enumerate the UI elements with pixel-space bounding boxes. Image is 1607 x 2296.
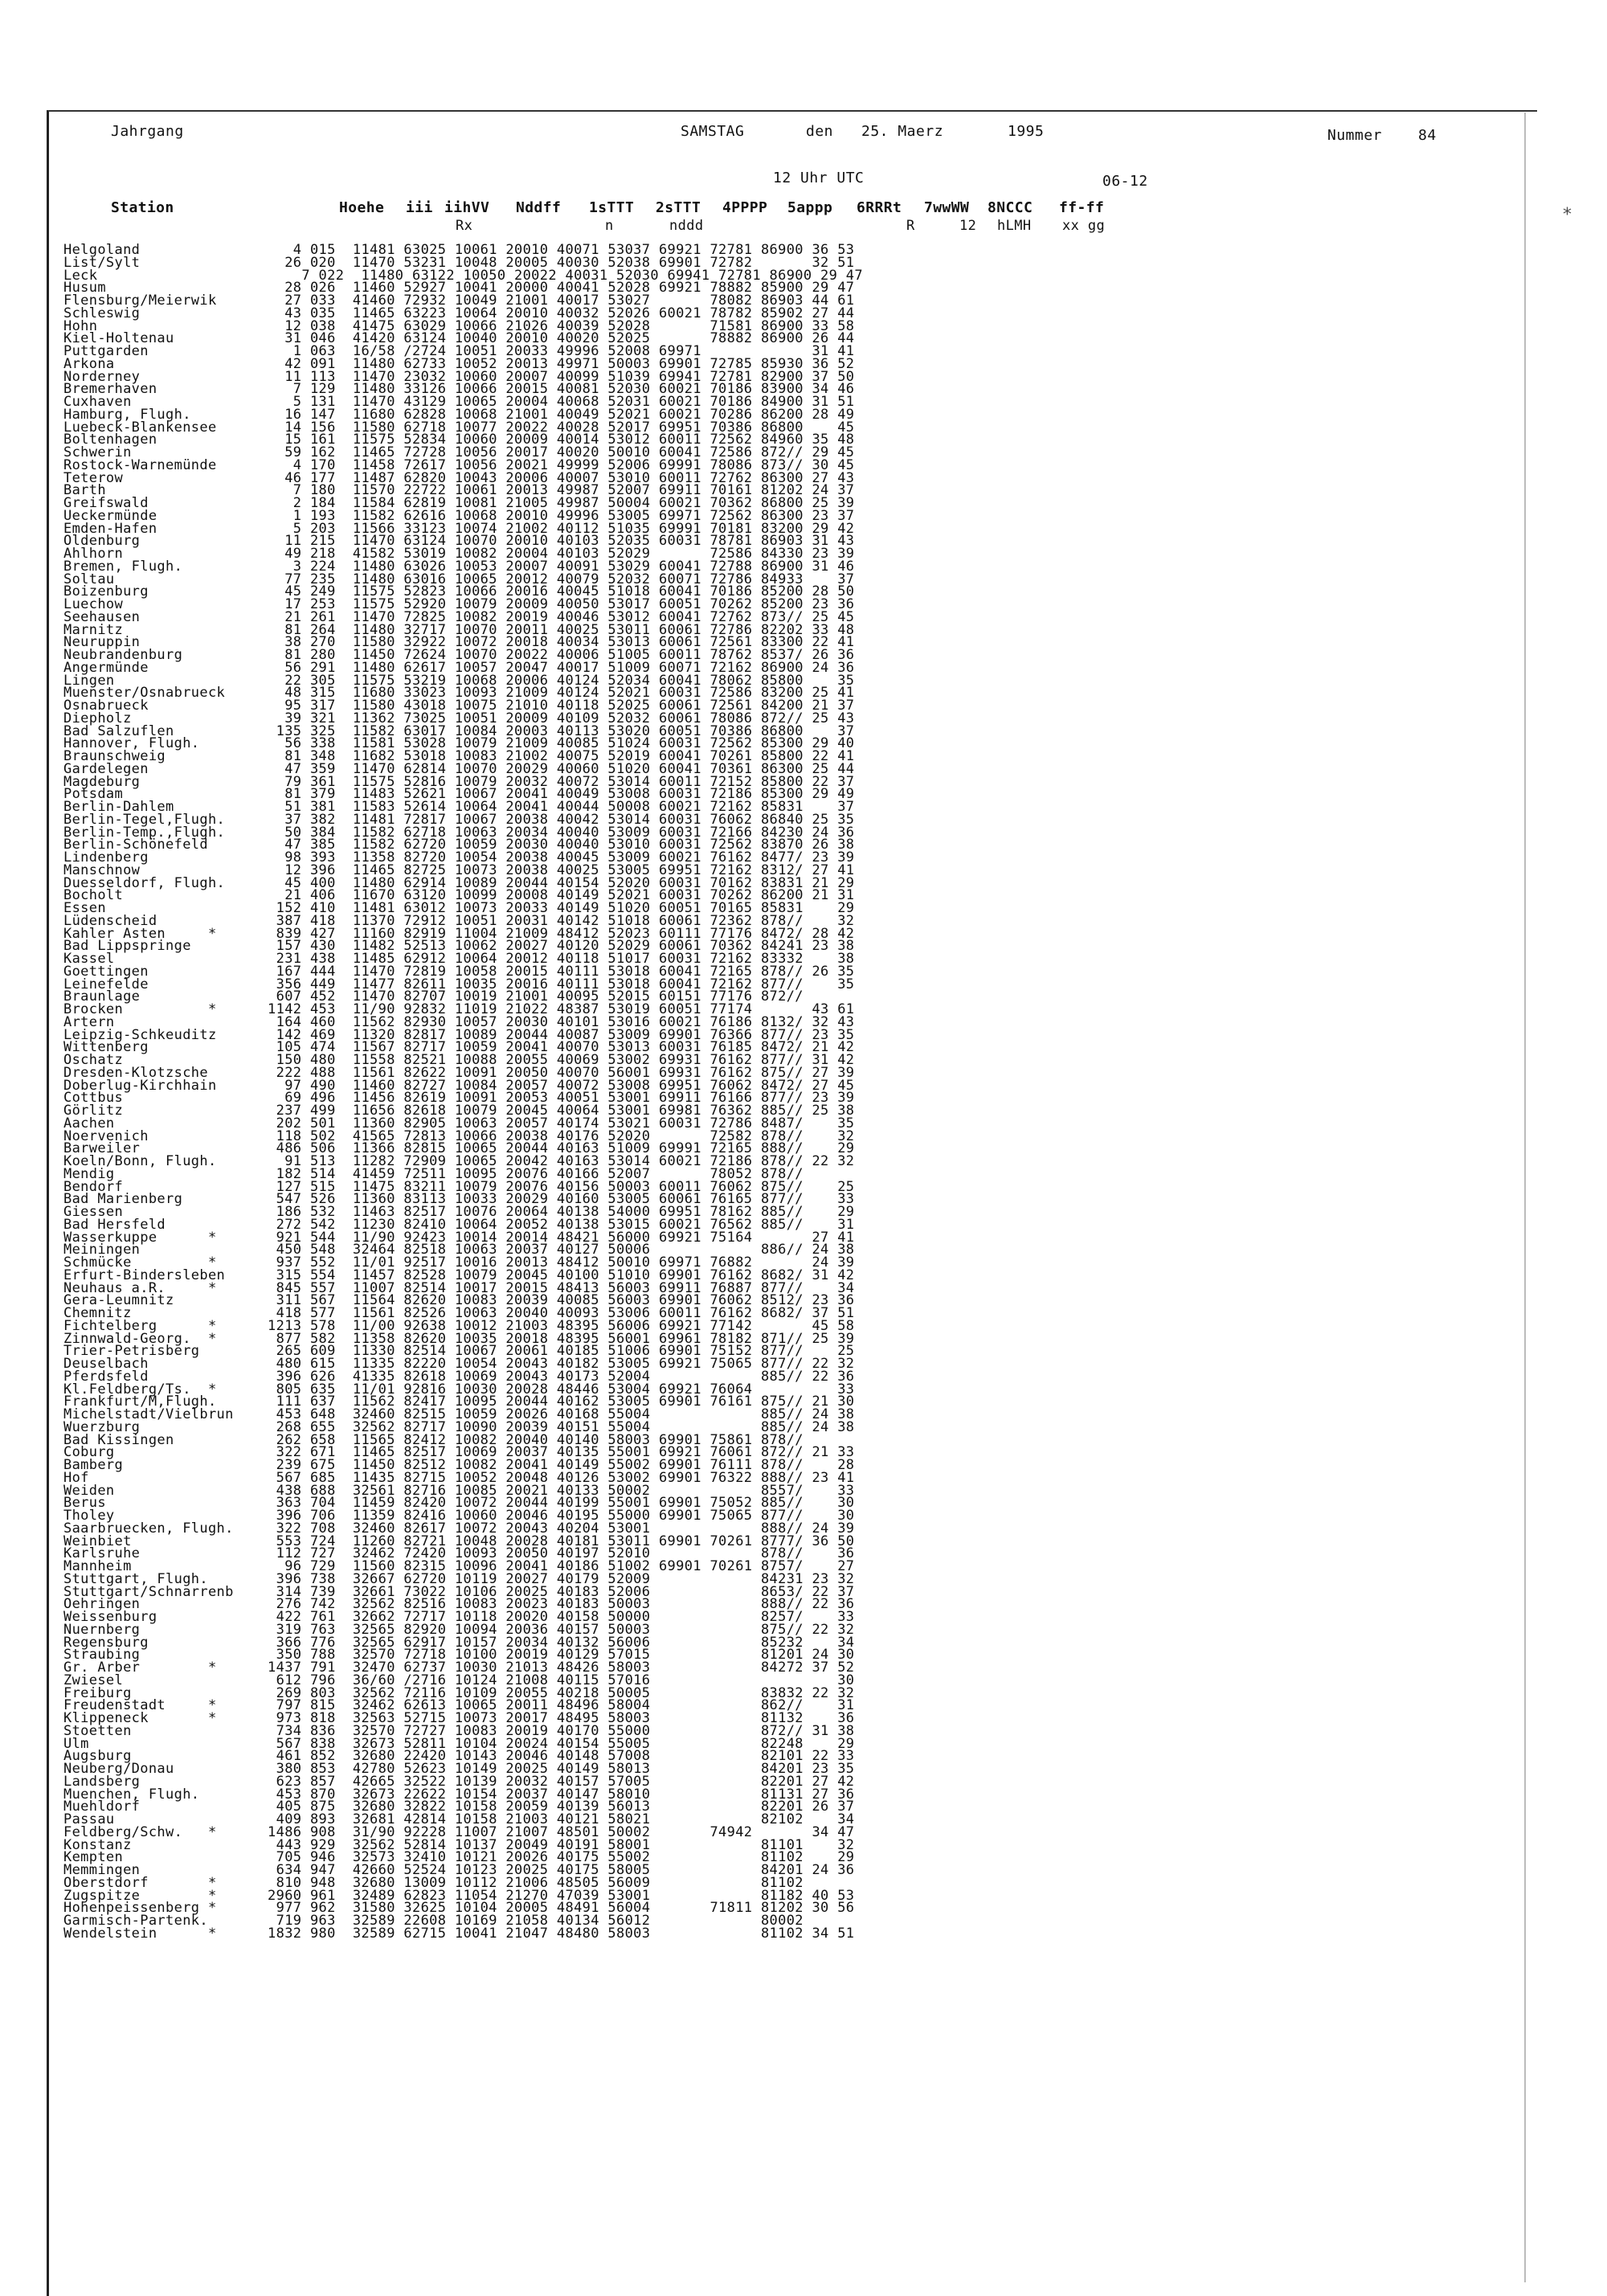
station-row: Boizenburg 45 249 11575 52823 10066 20016 40045 51018 60041 70186 85200 28 50	[63, 583, 855, 600]
sub-xxgg: xx gg	[1062, 218, 1106, 234]
station-row: Gera-Leumnitz 311 567 11564 82620 10083 20039 40085 56003 69901 76062 8512/ 23 36	[63, 1292, 855, 1309]
station-row: List/Sylt 26 020 11470 53231 10048 20005 40030 52038 69901 72782 32 51	[63, 254, 855, 271]
station-row: Neuberg/Donau 380 853 42780 52623 10149 20025 40149 58013 84201 23 35	[63, 1761, 855, 1777]
station-row: Barth 7 180 11570 22722 10061 20013 49987 52007 69911 70161 81202 24 37	[63, 482, 855, 499]
col-8nccc: 8NCCC	[988, 199, 1033, 216]
station-row: Brocken * 1142 453 11/90 92832 11019 21022 48387 53019 60051 77174 43 61	[63, 1001, 855, 1017]
station-row: Augsburg 461 852 32680 22420 10143 20046 40148 57008 82101 22 33	[63, 1748, 855, 1765]
col-7wwww: 7wwWW	[924, 199, 970, 216]
station-row: Lüdenscheid 387 418 11370 72912 10051 20031 40142 51018 60061 72362 878// 32	[63, 912, 855, 929]
station-row: Tholey 396 706 11359 82416 10060 20046 40195 55000 69901 75065 877// 30	[63, 1508, 855, 1524]
station-row: Luechow 17 253 11575 52920 10079 20009 40050 53017 60051 70262 85200 23 36	[63, 596, 855, 612]
station-row: Barweiler 486 506 11366 82815 10065 20044 40163 51009 69991 72165 888// 29	[63, 1140, 855, 1157]
col-nddff: Nddff	[516, 199, 562, 216]
station-row: Zugspitze * 2960 961 32489 62823 11054 21270 47039 53001 81182 40 53	[63, 1887, 855, 1904]
station-row: Stuttgart/Schnarrenb 314 739 32661 73022 10106 20025 40183 52006 8653/ 22 37	[63, 1583, 855, 1600]
station-row: Berlin-Temp.,Flugh. 50 384 11582 62718 10063 20034 40040 53009 60031 72166 84230 24 36	[63, 824, 855, 841]
station-row: Lingen 22 305 11575 53219 10068 20006 40124 52034 60041 78062 85800 35	[63, 672, 855, 689]
station-row: Boltenhagen 15 161 11575 52834 10060 20009 40014 53012 60011 72562 84960 35 48	[63, 432, 855, 448]
station-row: Neuruppin 38 270 11580 32922 10072 20018 40034 53013 60061 72561 83300 22 41	[63, 634, 855, 651]
col-5appp: 5appp	[787, 199, 833, 216]
station-row: Klippeneck * 973 818 32563 52715 10073 20017 48495 58003 81132 36	[63, 1710, 855, 1726]
station-row: Schwerin 59 162 11465 72728 10056 20017 40020 50010 60041 72586 872// 29 45	[63, 444, 855, 460]
station-row: Berus 363 704 11459 82420 10072 20044 40199 55001 69901 75052 885// 30	[63, 1495, 855, 1512]
station-row: Ahlhorn 49 218 41582 53019 10082 20004 40103 52029 72586 84330 23 39	[63, 546, 855, 562]
station-row: Freudenstadt * 797 815 32462 62613 10065 20011 48496 58004 862// 31	[63, 1697, 855, 1714]
station-row: Konstanz 443 929 32562 52814 10137 20049 40191 58001 81101 32	[63, 1836, 855, 1853]
station-row: Marnitz 81 264 11480 32717 10070 20011 40025 53011 60061 72786 82202 33 48	[63, 621, 855, 638]
station-row: Garmisch-Partenk. 719 963 32589 22608 10169 21058 40134 56012 80002	[63, 1913, 855, 1929]
station-row: Meiningen 450 548 32464 82518 10063 20037 40127 50006 886// 24 38	[63, 1242, 855, 1259]
station-row: Braunschweig 81 348 11682 53018 10083 21002 40075 52019 60041 70261 85800 22 41	[63, 748, 855, 764]
station-row: Arkona 42 091 11480 62733 10052 20013 49971 50003 69901 72785 85930 36 52	[63, 355, 855, 372]
station-row: Leipzig-Schkeuditz 142 469 11320 82817 10089 20044 40087 53009 69901 76366 877// 23 35	[63, 1026, 855, 1043]
station-row: Bad Salzuflen 135 325 11582 63017 10084 20003 40113 53020 60051 70386 86800 37	[63, 722, 855, 739]
station-row: Artern 164 460 11562 82930 10057 20030 40101 53016 60021 76186 8132/ 32 43	[63, 1013, 855, 1030]
station-row: Frankfurt/M,Flugh. 111 637 11562 82417 10095 20044 40162 53005 69901 76161 875// 21 30	[63, 1394, 855, 1410]
station-row: Kempten 705 946 32573 32410 10121 20026 40175 55002 81102 29	[63, 1849, 855, 1866]
sub-nddd: nddd	[669, 218, 704, 234]
station-row: Goettingen 167 444 11470 72819 10058 20015 40111 53018 60041 72165 878// 26 35	[63, 963, 855, 980]
station-row: Muenster/Osnabrueck 48 315 11680 33023 10093 21009 40124 52021 60031 72586 83200 25 41	[63, 685, 855, 702]
station-row: Oberstdorf * 810 948 32680 13009 10112 21006 48505 56009 81102	[63, 1874, 855, 1891]
station-row: Hof 567 685 11435 82715 10052 20048 40126 53002 69901 76322 888// 23 41	[63, 1469, 855, 1486]
station-row: Hannover, Flugh. 56 338 11581 53028 10079 21009 40085 51024 60031 72562 85300 29 40	[63, 735, 855, 752]
col-iihvv: iihVV	[444, 199, 490, 216]
col-station: Station	[111, 199, 174, 216]
station-row: Giessen 186 532 11463 82517 10076 20064 40138 54000 69951 78162 885// 29	[63, 1204, 855, 1220]
station-row: Aachen 202 501 11360 82905 10063 20057 40174 53021 60031 72786 8487/ 35	[63, 1115, 855, 1132]
col-6rrrt: 6RRRt	[857, 199, 902, 216]
station-row: Schleswig 43 035 11465 63223 10064 20010 40032 52026 60021 78782 85902 27 44	[63, 305, 855, 321]
sub-12: 12	[959, 218, 977, 234]
station-row: Wittenberg 105 474 11567 82717 10059 20041 40070 53013 60031 76185 8472/ 21 42	[63, 1039, 855, 1056]
station-row: Potsdam 81 379 11483 52621 10067 20041 40049 53008 60031 72186 85300 29 49	[63, 786, 855, 803]
sub-n: n	[605, 218, 614, 234]
station-row: Muehldorf 405 875 32680 32822 10158 20059 40139 56013 82201 26 37	[63, 1799, 855, 1815]
time-label: 12 Uhr UTC	[773, 170, 865, 186]
station-row: Saarbruecken, Flugh. 322 708 32460 82617 10072 20043 40204 53001 888// 24 39	[63, 1520, 855, 1537]
station-row: Bad Lippspringe 157 430 11482 52513 10062 20027 40120 52029 60061 70362 84241 23 38	[63, 938, 855, 955]
sub-rx: Rx	[456, 218, 473, 234]
station-row: Helgoland 4 015 11481 63025 10061 20010 40071 53037 69921 72781 86900 36 53	[63, 242, 855, 258]
station-row: Wasserkuppe * 921 544 11/90 92423 10014 20014 48421 56000 69921 75164 27 41	[63, 1229, 855, 1246]
station-row: Stuttgart, Flugh. 396 738 32667 62720 10119 20027 40179 52009 84231 23 32	[63, 1570, 855, 1587]
col-iii: iii	[406, 199, 433, 216]
col-hoehe: Hoehe	[339, 199, 385, 216]
station-row: Seehausen 21 261 11470 72825 10082 20019 40046 53012 60041 72762 873// 25 45	[63, 608, 855, 625]
station-row: Oehringen 276 742 32562 82516 10083 20023 40183 50003 888// 22 36	[63, 1596, 855, 1613]
station-row: Erfurt-Bindersleben 315 554 11457 82528 10079 20045 40100 51010 69901 76162 8682/ 31 42	[63, 1267, 855, 1283]
station-row: Chemnitz 418 577 11561 82526 10063 20040 40093 53006 60011 76162 8682/ 37 51	[63, 1305, 855, 1321]
station-row: Leinefelde 356 449 11477 82611 10035 20016 40111 53018 60041 72162 877// 35	[63, 976, 855, 992]
station-row: Weiden 438 688 32561 82716 10085 20021 40133 50002 8557/ 33	[63, 1482, 855, 1499]
station-row: Schmücke * 937 552 11/01 92517 10016 20013 48412 50010 69971 76882 24 39	[63, 1254, 855, 1271]
station-row: Hamburg, Flugh. 16 147 11680 62828 10068 21001 40049 52021 60021 70286 86200 28 49	[63, 406, 855, 423]
station-row: Görlitz 237 499 11656 82618 10079 20045 40064 53001 69981 76362 885// 25 38	[63, 1103, 855, 1119]
station-row: Duesseldorf, Flugh. 45 400 11480 62914 10089 20044 40154 52020 60031 70162 83831 21 29	[63, 874, 855, 891]
period-label: 06-12	[1102, 173, 1148, 190]
margin-mark: ⁎	[1563, 199, 1572, 219]
station-row: Lindenberg 98 393 11358 82720 10054 20038 40045 53009 60021 76162 8477/ 23 39	[63, 849, 855, 866]
station-row: Flensburg/Meierwik 27 033 41460 72932 10049 21001 40017 53027 78082 86903 44 61	[63, 293, 855, 309]
station-row: Ulm 567 838 32673 52811 10104 20024 40154 55005 82248 29	[63, 1735, 855, 1752]
station-row: Trier-Petrisberg 265 609 11330 82514 10067 20061 40185 51006 69901 75152 877// 25	[63, 1343, 855, 1360]
station-row: Cuxhaven 5 131 11470 43129 10065 20004 40068 52031 60021 70186 84900 31 51	[63, 394, 855, 410]
station-row: Mannheim 96 729 11560 82315 10096 20041 40186 51002 69901 70261 8757/ 27	[63, 1558, 855, 1574]
station-row: Berlin-Tegel,Flugh. 37 382 11481 72817 10067 20038 40042 53014 60031 76062 86840 25 35	[63, 811, 855, 828]
station-row: Rostock-Warnemünde 4 170 11458 72617 10056 20021 49999 52006 69991 78086 873// 30 45	[63, 456, 855, 473]
station-row: Kiel-Holtenau 31 046 41420 63124 10040 20010 40020 52025 78882 86900 26 44	[63, 330, 855, 347]
station-row: Noervenich 118 502 41565 72813 10066 20038 40176 52020 72582 878// 32	[63, 1128, 855, 1144]
col-1sttt: 1sTTT	[589, 199, 635, 216]
station-row: Straubing 350 788 32570 72718 10100 20019 40129 57015 81201 24 30	[63, 1647, 855, 1664]
nummer-value: 84	[1418, 127, 1437, 144]
col-2sttt: 2sTTT	[656, 199, 701, 216]
station-row: Osnabrueck 95 317 11580 43018 10075 21010 40118 52025 60061 72561 84200 21 37	[63, 698, 855, 714]
station-row: Emden-Hafen 5 203 11566 33123 10074 21002 40112 51035 69991 70181 83200 29 42	[63, 520, 855, 537]
station-row: Essen 152 410 11481 63012 10073 20033 40149 51020 60051 70165 85831 29	[63, 900, 855, 916]
den-label: den	[806, 123, 834, 140]
nummer-label: Nummer	[1327, 127, 1383, 144]
station-row: Bamberg 239 675 11450 82512 10082 20041 40149 55002 69901 76111 878// 28	[63, 1457, 855, 1473]
station-row: Hohenpeissenberg * 977 962 31580 32625 10104 20005 48491 56004 71811 81202 30 56	[63, 1900, 855, 1917]
station-row: Cottbus 69 496 11456 82619 10091 20053 40051 53001 69911 76166 877// 23 39	[63, 1090, 855, 1107]
station-row: Bremerhaven 7 129 11480 33126 10066 20015 40081 52030 60021 70186 83900 34 46	[63, 381, 855, 398]
station-row: Neuhaus a.R. * 845 557 11007 82514 10017 20015 48413 56003 69911 76887 877// 34	[63, 1279, 855, 1296]
station-row: Bad Kissingen 262 658 11565 82412 10082 20040 40140 58003 69901 75861 878//	[63, 1431, 855, 1448]
station-row: Magdeburg 79 361 11575 52816 10079 20032 40072 53014 60011 72152 85800 22 37	[63, 773, 855, 790]
station-row: Greifswald 2 184 11584 62819 10081 21005 49987 50004 60021 70362 86800 25 39	[63, 495, 855, 511]
station-row: Norderney 11 113 11470 23032 10060 20007 40099 51039 69941 72781 82900 37 50	[63, 368, 855, 385]
station-row: Deuselbach 480 615 11335 82220 10054 20043 40182 53005 69921 75065 877// 22 32	[63, 1356, 855, 1372]
station-row: Husum 28 026 11460 52927 10041 20000 40041 52028 69921 78882 85900 29 47	[63, 280, 855, 297]
date-label: 25. Maerz	[861, 123, 944, 140]
station-row: Kl.Feldberg/Ts. * 805 635 11/01 92816 10030 20028 48446 53004 69921 76064 33	[63, 1381, 855, 1398]
station-row: Wendelstein * 1832 980 32589 62715 10041 21047 48480 58003 81102 34 51	[63, 1925, 855, 1942]
day-label: SAMSTAG	[681, 123, 745, 140]
station-row: Hohn 12 038 41475 63029 10066 21026 40039 52028 71581 86900 33 58	[63, 317, 855, 334]
station-row: Mendig 182 514 41459 72511 10095 20076 40166 52007 78052 878//	[63, 1165, 855, 1182]
station-row: Puttgarden 1 063 16/58 /2724 10051 20033 49996 52008 69971 31 41	[63, 343, 855, 359]
station-row: Berlin-Schönefeld 47 385 11582 62720 10059 20030 40040 53010 60031 72562 83870 26 38	[63, 837, 855, 853]
station-row: Passau 409 893 32681 42814 10158 21003 40121 58021 82102 34	[63, 1811, 855, 1827]
station-row: Bendorf 127 515 11475 83211 10079 20076 40156 50003 60011 76062 875// 25	[63, 1178, 855, 1195]
jahrgang-label: Jahrgang	[111, 123, 184, 140]
station-row: Leck 7 022 11480 63122 10050 20022 40031 52030 69941 72781 86900 29 47	[63, 267, 863, 284]
station-row: Zinnwald-Georg. * 877 582 11358 82620 10035 20018 48395 56001 69961 78182 871// 25 39	[63, 1330, 855, 1347]
year-label: 1995	[1008, 123, 1045, 140]
station-row: Bocholt 21 406 11670 63120 10099 20008 40149 52021 60031 70262 86200 21 31	[63, 887, 855, 904]
station-row: Braunlage 607 452 11470 82707 10019 21001 40095 52015 60151 77176 872//	[63, 988, 855, 1005]
station-row: Bad Hersfeld 272 542 11230 82410 10064 20052 40138 53015 60021 76562 885// 31	[63, 1216, 855, 1233]
station-row: Kassel 231 438 11485 62912 10064 20012 40118 51017 60031 72162 83332 38	[63, 951, 855, 967]
station-row: Soltau 77 235 11480 63016 10065 20012 40079 52032 60071 72786 84933 37	[63, 571, 855, 587]
station-row: Koeln/Bonn, Flugh. 91 513 11282 72909 10065 20042 40163 53014 60021 72186 878// 22 32	[63, 1153, 855, 1169]
station-row: Weinbiet 553 724 11260 82721 10048 20028 40181 53011 69901 70261 8777/ 36 50	[63, 1533, 855, 1549]
station-row: Stoetten 734 836 32570 72727 10083 20019 40170 55000 872// 31 38	[63, 1722, 855, 1739]
col-ff: ff-ff	[1059, 199, 1105, 216]
station-row: Wuerzburg 268 655 32562 82717 10090 20039 40151 55004 885// 24 38	[63, 1418, 855, 1435]
station-row: Muenchen, Flugh. 453 870 32673 22622 10154 20037 40147 58010 81131 27 36	[63, 1786, 855, 1803]
station-row: Neubrandenburg 81 280 11450 72624 10070 20022 40006 51005 60011 78762 8537/ 26 36	[63, 647, 855, 663]
station-row: Weissenburg 422 761 32662 72717 10118 20020 40158 50000 8257/ 33	[63, 1609, 855, 1625]
col-4pppp: 4PPPP	[722, 199, 768, 216]
station-table	[63, 244, 863, 1941]
station-row: Michelstadt/Vielbrun 453 648 32460 82515 10059 20026 40168 55004 885// 24 38	[63, 1406, 855, 1422]
station-row: Kahler Asten * 839 427 11160 82919 11004 21009 48412 52023 60111 77176 8472/ 28 42	[63, 925, 855, 942]
station-row: Fichtelberg * 1213 578 11/00 92638 10012 21003 48395 56006 69921 77142 45 58	[63, 1317, 855, 1334]
sub-hlmh: hLMH	[997, 218, 1032, 234]
station-row: Angermünde 56 291 11480 62617 10057 20047 40017 51009 60071 72162 86900 24 36	[63, 659, 855, 676]
station-row: Zwiesel 612 796 36/60 /2716 10124 21008 40115 57016 30	[63, 1672, 855, 1688]
station-row: Oldenburg 11 215 11470 63124 10070 20010 40103 52035 60031 78781 86903 31 43	[63, 533, 855, 550]
station-row: Coburg 322 671 11465 82517 10069 20037 40135 55001 69921 76061 872// 21 33	[63, 1444, 855, 1461]
station-row: Doberlug-Kirchhain 97 490 11460 82727 10084 20057 40072 53008 69951 76062 8472/ 27 45	[63, 1077, 855, 1094]
station-row: Regensburg 366 776 32565 62917 10157 20034 40132 56006 85232 34	[63, 1634, 855, 1651]
station-row: Bad Marienberg 547 526 11360 83113 10033 20029 40160 53005 60061 76165 877// 33	[63, 1191, 855, 1208]
station-row: Landsberg 623 857 42665 32522 10139 20032 40157 57005 82201 27 42	[63, 1773, 855, 1790]
station-row: Manschnow 12 396 11465 82725 10073 20038 40025 53005 69951 72162 8312/ 27 41	[63, 862, 855, 878]
station-row: Karlsruhe 112 727 32462 72420 10093 20050 40197 52010 878// 36	[63, 1545, 855, 1562]
station-row: Ueckermünde 1 193 11582 62616 10068 20010 49996 53005 69971 72562 86300 23 37	[63, 507, 855, 524]
station-row: Feldberg/Schw. * 1486 908 31/90 92228 11007 21007 48501 50002 74942 34 47	[63, 1823, 855, 1840]
station-row: Teterow 46 177 11487 62820 10043 20006 40007 53010 60011 72762 86300 27 43	[63, 469, 855, 486]
station-row: Dresden-Klotzsche 222 488 11561 82622 10091 20050 40070 56001 69931 76162 875// 27 39	[63, 1064, 855, 1081]
right-margin-line	[1524, 113, 1526, 2282]
station-row: Diepholz 39 321 11362 73025 10051 20009 40109 52032 60061 78086 872// 25 43	[63, 710, 855, 726]
station-row: Bremen, Flugh. 3 224 11480 63026 10053 20007 40091 53029 60041 72788 86900 31 46	[63, 558, 855, 575]
station-row: Gr. Arber * 1437 791 32470 62737 10030 21013 48426 58003 84272 37 52	[63, 1660, 855, 1676]
station-row: Nuernberg 319 763 32565 82920 10094 20036 40157 50003 875// 22 32	[63, 1621, 855, 1638]
station-row: Berlin-Dahlem 51 381 11583 52614 10064 20041 40044 50008 60021 72162 85831 37	[63, 799, 855, 815]
station-row: Memmingen 634 947 42660 52524 10123 20025 40175 58005 84201 24 36	[63, 1862, 855, 1878]
sub-r: R	[906, 218, 915, 234]
station-row: Luebeck-Blankensee 14 156 11580 62718 10077 20022 40028 52017 69951 70386 86800 45	[63, 419, 855, 436]
station-row: Pferdsfeld 396 626 41335 82618 10069 20043 40173 52004 885// 22 36	[63, 1368, 855, 1385]
station-row: Oschatz 150 480 11558 82521 10088 20055 40069 53002 69931 76162 877// 31 42	[63, 1052, 855, 1068]
station-row: Freiburg 269 803 32562 72116 10109 20055 40218 50005 83832 22 32	[63, 1684, 855, 1701]
station-row: Gardelegen 47 359 11470 62814 10070 20029 40060 51020 60041 70361 86300 25 44	[63, 760, 855, 777]
